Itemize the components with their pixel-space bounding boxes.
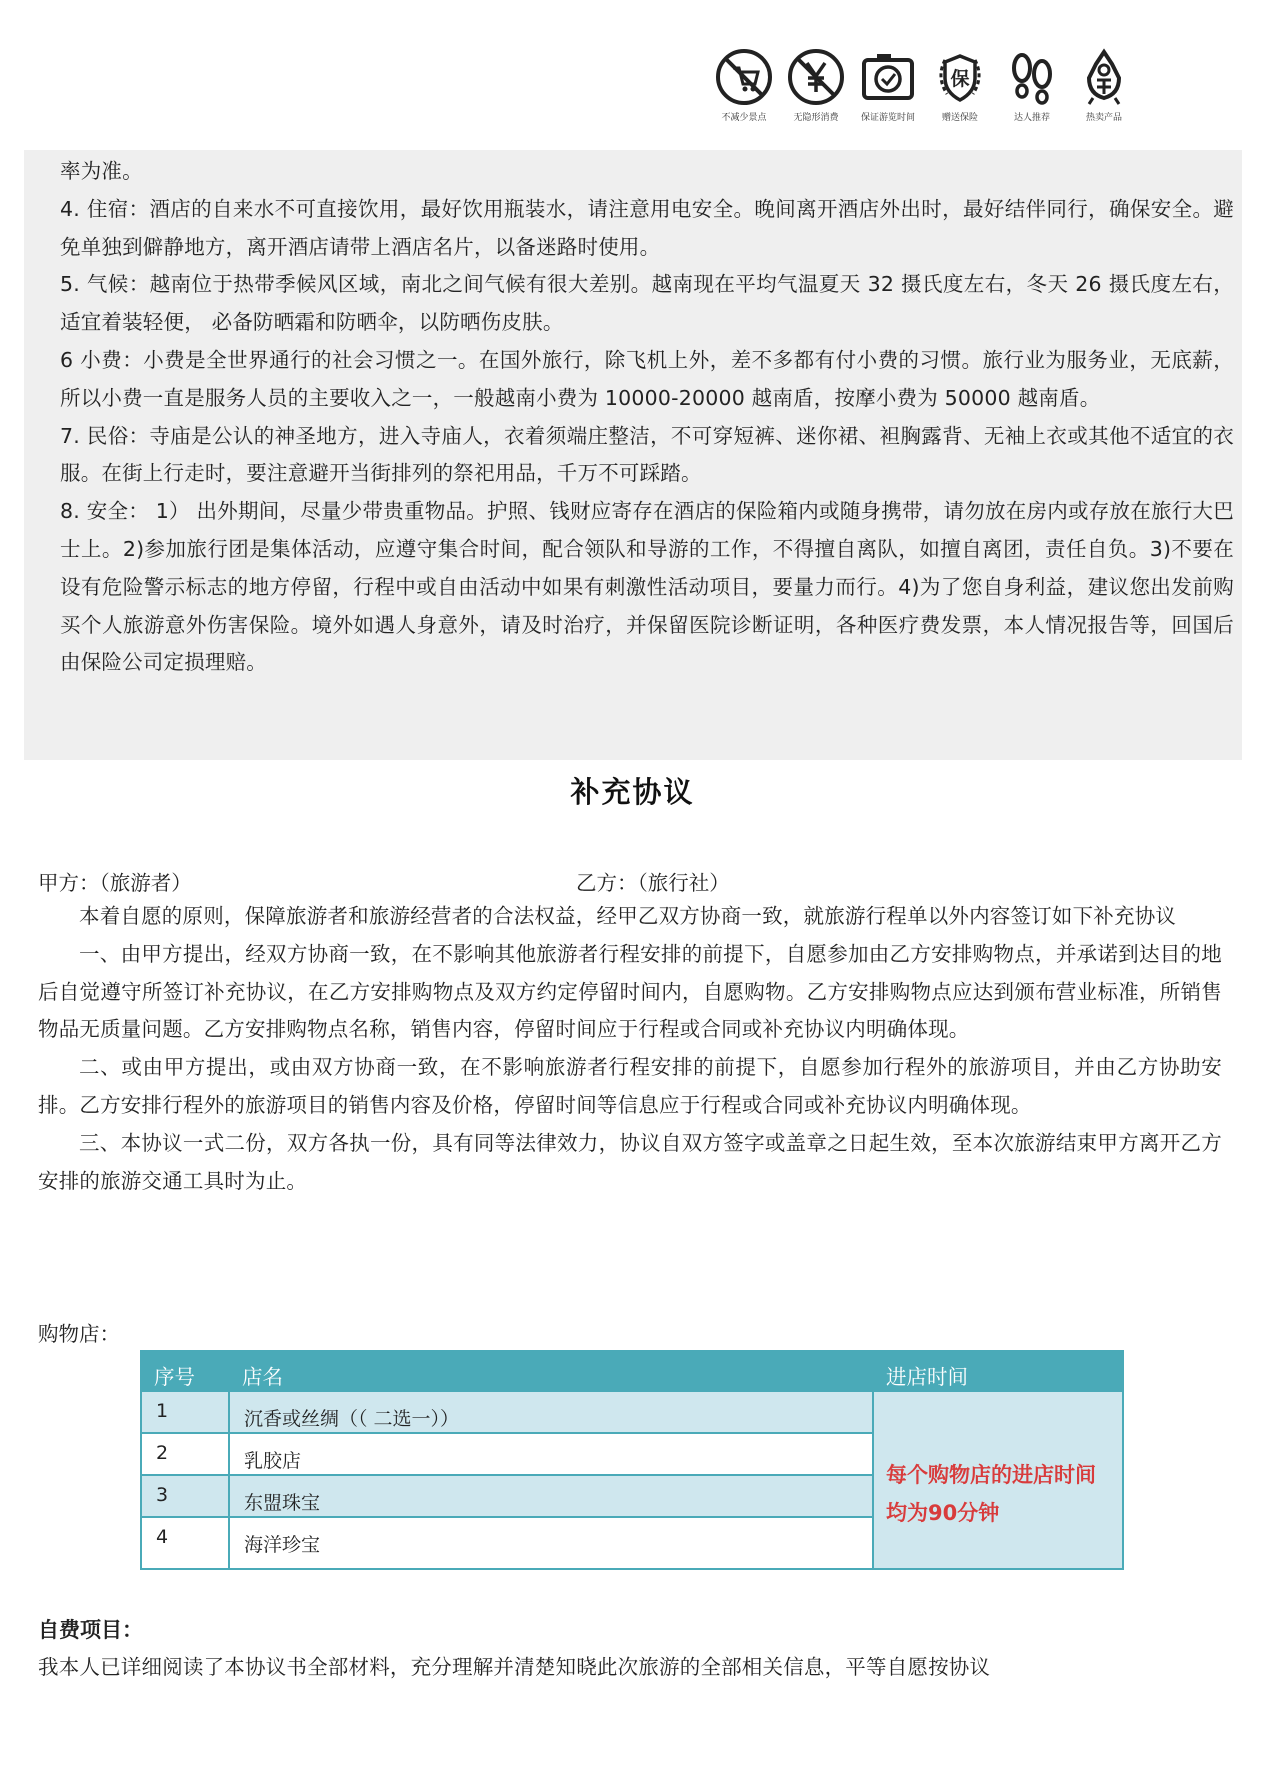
feature-hot-product [1072,48,1136,123]
feature-no-hidden-cost [784,48,848,123]
agreement-clause-3: 三、本协议一式二份，双方各执一份，具有同等法律效力，协议自双方签字或盖章之日起生效，至本次旅游结束甲方离开乙方安排的旅游交通工具时为止。 [38,1130,1222,1193]
feature-label: 不减少景点 [721,113,767,123]
note-climate: 5. 气候：越南位于热带季候风区域，南北之间气候有很大差别。越南现在平均气温夏天 32 摄氏度左右，冬天 26 摄氏度左右，适宜着装轻便， 必备防晒霜和防晒伞，以防晒伤皮肤。 [60,272,1234,335]
header-no: 序号 [154,1365,195,1389]
agreement-clause-2: 二、或由甲方提出，或由双方协商一致，在不影响旅游者行程安排的前提下，自愿参加行程外的旅游项目，并由乙方协助安排。乙方安排行程外的旅游项目的销售内容及价格，停留时间等信息应于行程或合同或补充协议内明确体现。 [38,1055,1222,1117]
svg-text:保: 保 [950,68,970,90]
agreement-body [38,898,1222,1200]
table-row-name: 乳胶店 [230,1434,874,1476]
parties-line [38,866,1238,896]
footprints-icon [1003,48,1061,106]
feature-label: 达人推荐 [1013,113,1050,123]
agreement-title: 补充协议 [570,775,695,809]
agreement-intro: 本着自愿的原则，保障旅游者和旅游经营者的合法权益，经甲乙双方协商一致，就旅游行程单以外内容签订如下补充协议 [79,904,1177,928]
feature-label: 赠送保险 [941,113,978,123]
table-header [142,1352,1122,1392]
note-tips: 6 小费：小费是全世界通行的社会习惯之一。在国外旅行，除飞机上外，差不多都有付小费的习惯。旅行业为服务业，无底薪，所以小费一直是服务人员的主要收入之一，一般越南小费为 10000-20000 越南盾，按摩小费为 50000 越南盾。 [60,347,1234,410]
no-hidden-cost-icon [787,48,845,106]
note-paragraph: 率为准。 [60,159,143,183]
note-customs: 7. 民俗：寺庙是公认的神圣地方，进入寺庙人，衣着须端庄整洁，不可穿短裤、迷你裙、袒胸露背、无袖上衣或其他不适宜的衣服。在街上行走时，要注意避开当街排列的祭祀用品，千万不可踩踏。 [60,423,1234,486]
party-b-label: 乙方：（旅行社） [576,871,730,895]
self-paid-title: 自费项目： [38,1618,143,1642]
table-row-no: 4 [142,1518,230,1568]
table-row-name: 东盟珠宝 [230,1476,874,1518]
feature-insurance [928,48,992,123]
travel-notes-section [24,150,1242,760]
camera-check-icon [859,48,917,106]
feature-no-shopping [712,48,776,123]
note-safety: 8. 安全： 1） 出外期间，尽量少带贵重物品。护照、钱财应寄存在酒店的保险箱内或随身携带，请勿放在房内或存放在旅行大巴士上。2)参加旅行团是集体活动，应遵守集合时间，配合领队和导游的工作，不得擅自离队，如擅自离团，责任自负。3)不要在设有危险警示标志的地方停留，行程中或自由活动中如果有刺激性活动项目，要量力而行。4)为了您自身利益，建议您出发前购买个人旅游意外伤害保险。境外如遇人身意外，请及时治疗，并保留医院诊断证明，各种医疗费发票，本人情况报告等，回国后由保险公司定损理赔。 [60,499,1234,675]
agreement-clause-1: 一、由甲方提出，经双方协商一致，在不影响其他旅游者行程安排的前提下，自愿参加由乙方安排购物点，并承诺到达目的地后自觉遵守所签订补充协议，在乙方安排购物点及双方约定停留时间内，自愿购物。乙方安排购物点应达到颁布营业标准，所销售物品无质量问题。乙方安排购物点名称，销售内容，停留时间应于行程或合同或补充协议内明确体现。 [38,941,1222,1042]
time-cell [874,1392,1122,1568]
table-row-name: 海洋珍宝 [230,1518,874,1568]
shopping-label: 购物店： [38,1322,120,1346]
feature-icons [712,48,1152,132]
insurance-shield-icon [931,48,989,106]
no-shopping-icon [715,48,773,106]
self-paid-text: 我本人已详细阅读了本协议书全部材料，充分理解并清楚知晓此次旅游的全部相关信息，平等自愿按协议 [38,1655,991,1679]
table-row-no: 2 [142,1434,230,1476]
table-row-no: 1 [142,1392,230,1434]
header-time: 进店时间 [886,1365,968,1389]
note-accommodation: 4. 住宿：酒店的自来水不可直接饮用，最好饮用瓶装水，请注意用电安全。晚间离开酒店外出时，最好结伴同行，确保安全。避免单独到僻静地方，离开酒店请带上酒店名片，以备迷路时使用。 [60,196,1234,259]
party-a-label: 甲方：（旅游者） [38,871,192,895]
shop-time-note: 每个购物店的进店时间均为90分钟 [886,1463,1096,1525]
table-row-name: 沉香或丝绸（（ 二选一）） [230,1392,874,1434]
feature-label: 无隐形消费 [793,113,839,123]
feature-label: 保证游览时间 [860,113,915,123]
feature-recommended [1000,48,1064,123]
header-name: 店名 [242,1365,283,1389]
hot-product-icon [1075,48,1133,106]
feature-label: 热卖产品 [1085,113,1122,123]
feature-guaranteed-time [856,48,920,123]
table-row-no: 3 [142,1476,230,1518]
shopping-table [140,1350,1124,1570]
